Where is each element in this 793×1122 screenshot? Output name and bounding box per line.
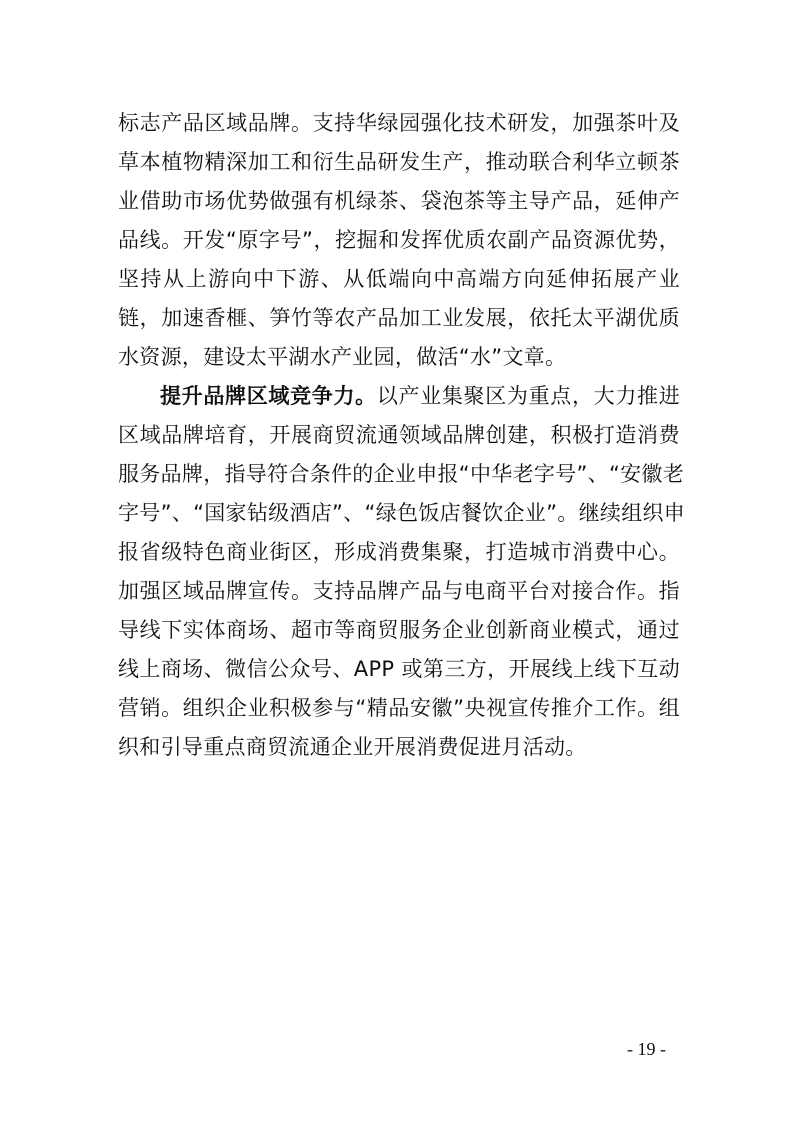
text-line: 链，加速香榧、笋竹等农产品加工业发展，依托太平湖优质 bbox=[118, 306, 680, 330]
page-number: - 19 - bbox=[627, 1039, 666, 1059]
text-line: 加强区域品牌宣传。支持品牌产品与电商平台对接合作。指 bbox=[118, 579, 680, 603]
text-line: 织和引导重点商贸流通企业开展消费促进月活动。 bbox=[118, 735, 587, 759]
text-line: 标志产品区域品牌。支持华绿园强化技术研发，加强茶叶及 bbox=[118, 111, 680, 135]
text-line: 水资源，建设太平湖水产业园，做活“水”文章。 bbox=[118, 345, 567, 369]
text-line: 区域品牌培育，开展商贸流通领域品牌创建，积极打造消费 bbox=[118, 423, 680, 447]
text-line-first bbox=[160, 381, 680, 411]
text-line: 品线。开发“原字号”，挖掘和发挥优质农副产品资源优势， bbox=[118, 228, 680, 252]
text-line: 业借助市场优势做强有机绿茶、袋泡茶等主导产品，延伸产 bbox=[118, 189, 680, 213]
text-line: 导线下实体商场、超市等商贸服务企业创新商业模式，通过 bbox=[118, 618, 680, 642]
text-line: 报省级特色商业街区，形成消费集聚，打造城市消费中心。 bbox=[118, 540, 680, 564]
text-run: 以产业集聚区为重点，大力推进 bbox=[376, 384, 680, 408]
section-heading: 提升品牌区域竞争力。 bbox=[160, 384, 377, 408]
text-line: 草本植物精深加工和衍生品研发生产，推动联合利华立顿茶 bbox=[118, 150, 680, 174]
text-line: 服务品牌，指导符合条件的企业申报“中华老字号”、“安徽老 bbox=[118, 462, 685, 486]
text-line: 线上商场、微信公众号、APP 或第三方，开展线上线下互动 bbox=[118, 657, 680, 681]
text-line: 字号”、“国家钻级酒店”、“绿色饭店餐饮企业”。继续组织申 bbox=[118, 501, 686, 525]
text-line: 坚持从上游向中下游、从低端向中高端方向延伸拓展产业 bbox=[118, 267, 680, 291]
text-line: 营销。组织企业积极参与“精品安徽”央视宣传推介工作。组 bbox=[118, 696, 680, 720]
